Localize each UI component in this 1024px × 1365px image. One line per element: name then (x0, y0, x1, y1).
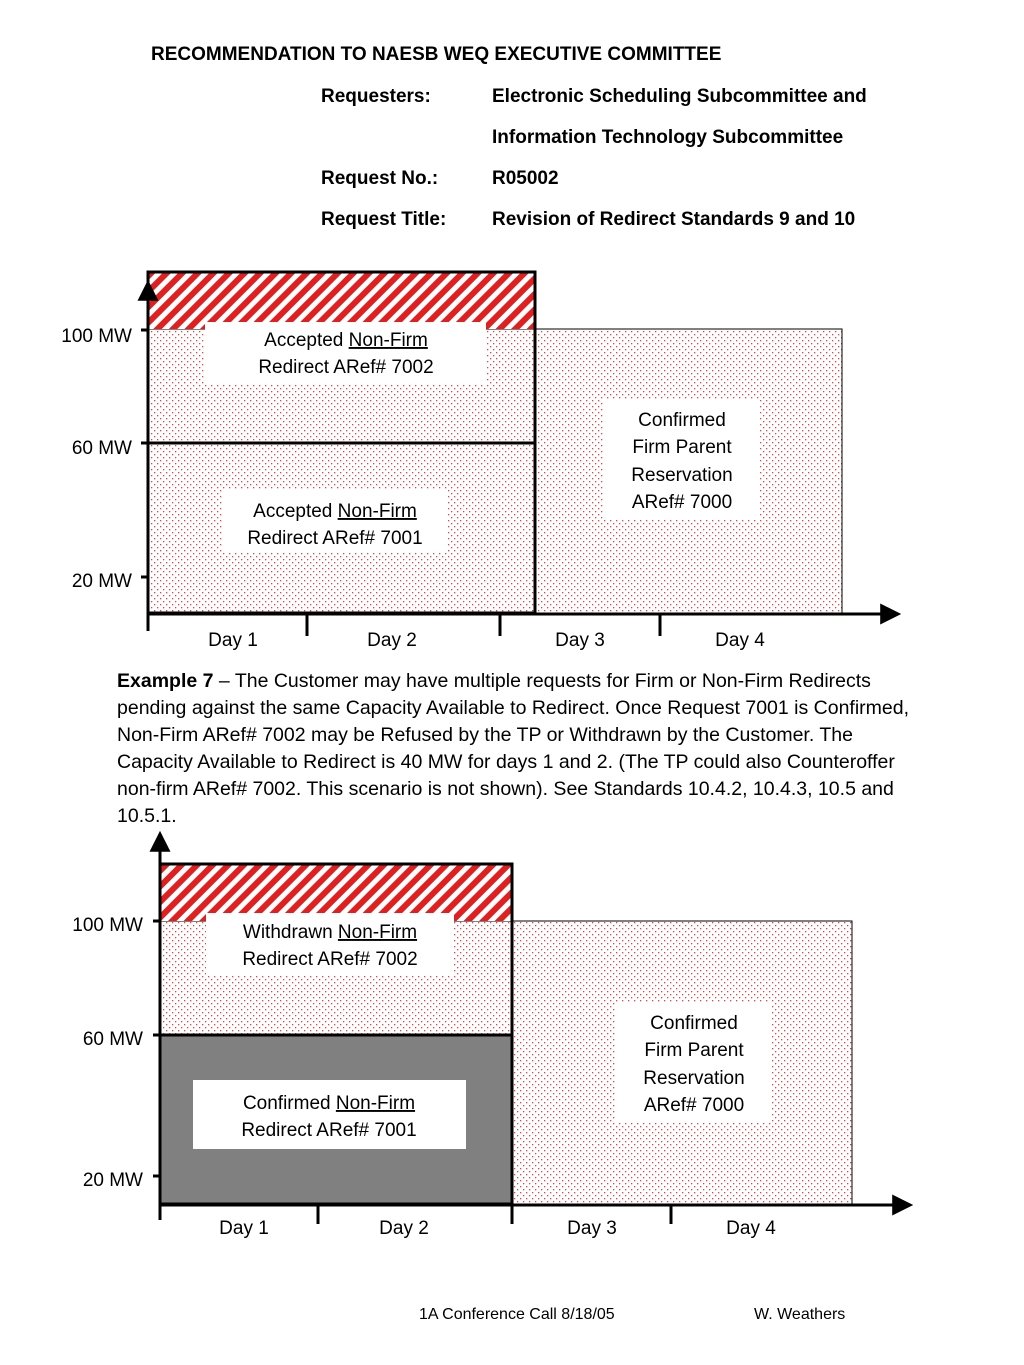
box-label-line2: Redirect ARef# 7001 (241, 1120, 417, 1141)
y-label: 100 MW (61, 326, 132, 347)
svg-text:ARef# 7000: ARef# 7000 (643, 1095, 745, 1116)
x-label: Day 3 (567, 1218, 617, 1239)
svg-text:Firm Parent: Firm Parent (644, 1040, 744, 1061)
box-label-line2: Redirect ARef# 7002 (258, 357, 434, 378)
svg-text:ARef# 7000: ARef# 7000 (631, 492, 733, 513)
svg-text:Firm Parent: Firm Parent (632, 437, 732, 458)
request-no-label: Request No.: (321, 168, 439, 189)
footer-left: 1A Conference Call 8/18/05 (419, 1306, 615, 1323)
y-label: 20 MW (82, 1170, 143, 1191)
requesters-line1: Electronic Scheduling Subcommittee and (492, 86, 867, 107)
box-label-underlined: Non-Firm (337, 501, 417, 522)
y-label: 20 MW (71, 571, 132, 592)
box-label-underlined: Non-Firm (335, 1093, 416, 1114)
box-label-line2: Redirect ARef# 7001 (247, 528, 423, 549)
box-label-underlined: Non-Firm (348, 330, 428, 351)
svg-text:Reservation: Reservation (643, 1068, 745, 1089)
redirect-7002-box (206, 913, 454, 975)
x-label: Day 1 (219, 1218, 269, 1239)
x-label: Day 1 (208, 630, 258, 651)
x-label: Day 2 (379, 1218, 429, 1239)
y-label: 60 MW (82, 1029, 143, 1050)
requesters-label: Requesters: (321, 86, 431, 107)
x-label: Day 2 (367, 630, 417, 651)
box-label-prefix: Accepted (264, 330, 349, 351)
box-label-prefix: Withdrawn (242, 922, 338, 943)
redirect-hatched-area (160, 864, 512, 921)
redirect-hatched-area (148, 272, 535, 329)
svg-text:Confirmed: Confirmed (650, 1013, 738, 1034)
y-label: 100 MW (72, 915, 143, 936)
parent-7000-box (616, 1003, 772, 1123)
request-no-value: R05002 (492, 168, 559, 189)
svg-text:Accepted Non-Firm (264, 330, 428, 351)
footer-right: W. Weathers (754, 1306, 846, 1323)
example-text: – The Customer may have multiple requests for Firm or Non-Firm Redirects pending against the same Capacity Available to Redirect. Once Request 7001 is Confirmed, Non-Firm ARef# 7002 may be Refused by the TP or Withdrawn by the Customer. The Capacity Available to Redirect is 40 MW for days 1 and 2. (The TP could also Counteroffer non-firm ARef# 7002. This scenario is not shown). See Standards 10.4.2, 10.4.3, 10.5 and 10.5.1. (117, 670, 910, 827)
svg-text:Confirmed Non-Firm (243, 1093, 415, 1114)
request-title-label: Request Title: (321, 209, 447, 230)
request-title-value: Revision of Redirect Standards 9 and 10 (492, 209, 856, 230)
redirect-7002-box (205, 322, 486, 384)
requesters-line2: Information Technology Subcommittee (492, 127, 844, 148)
x-label: Day 3 (555, 630, 605, 651)
svg-text:Withdrawn Non-Firm (243, 922, 417, 943)
x-label: Day 4 (726, 1218, 776, 1239)
box-label-prefix: Confirmed (242, 1093, 336, 1114)
x-label: Day 4 (715, 630, 765, 651)
diagram-1 (61, 272, 897, 651)
parent-7000-box (604, 400, 760, 520)
svg-text:Reservation: Reservation (631, 465, 733, 486)
svg-text:Confirmed: Confirmed (638, 410, 726, 431)
document-title: RECOMMENDATION TO NAESB WEQ EXECUTIVE COMMITTEE (151, 44, 722, 65)
diagram-2 (72, 835, 909, 1239)
redirect-7001-box (222, 490, 448, 552)
y-label: 60 MW (71, 438, 132, 459)
example-label: Example 7 (117, 670, 214, 692)
svg-text:Accepted Non-Firm (253, 501, 417, 522)
box-label-prefix: Accepted (253, 501, 338, 522)
box-label-line2: Redirect ARef# 7002 (242, 949, 418, 970)
box-label-underlined: Non-Firm (337, 922, 418, 943)
example-7-paragraph (117, 668, 927, 830)
redirect-7001-box (193, 1080, 466, 1149)
